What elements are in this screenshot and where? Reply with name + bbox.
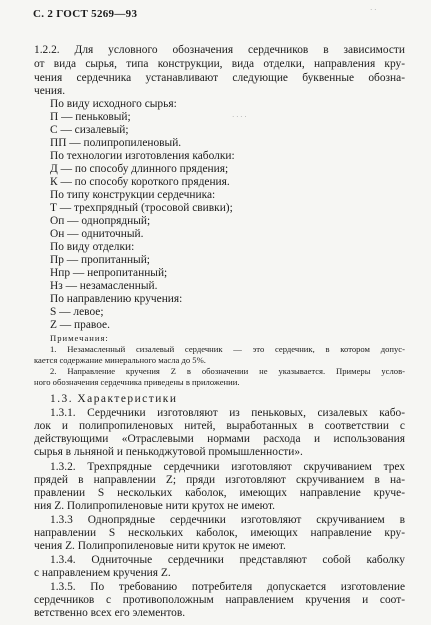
note-2-line-2: ного обозначения сердечника приведены в приложении.	[34, 377, 240, 387]
code-Npr: Нпр — непропитанный;	[50, 267, 168, 279]
code-PP: ПП — полипропиленовый.	[50, 137, 182, 149]
p133-line-1: 1.3.3 Однопрядные сердечники изготовляют скручиванием в	[50, 514, 405, 526]
code-T: Т — трехпрядный (тросовой свивки);	[50, 202, 233, 214]
group-finish: По виду отделки:	[50, 241, 135, 253]
p131-line-3: действующими «Отраслевыми нормами расхода и использования	[34, 433, 405, 445]
code-Pr: Пр — пропитанный;	[50, 254, 150, 266]
notes-title: Примечания:	[50, 333, 109, 343]
code-Nz: Нз — незамасленный.	[50, 280, 158, 292]
p134-line-1: 1.3.4. Одниточные сердечники представляют собой каболку	[50, 554, 405, 566]
clause-1-2-2-line-3: чения сердечника устанавливают следующие буквенные обозна-	[34, 72, 405, 84]
code-K: К — по способу короткого прядения.	[50, 176, 230, 188]
code-Op: Оп — однопрядный;	[50, 215, 151, 227]
p132-line-1: 1.3.2. Трехпрядные сердечники изготовляют скручиванием трех	[50, 461, 405, 473]
p132-line-4: ния Z. Полипропиленовые нити крутох не имеют.	[34, 500, 275, 512]
group-twist-direction: По направлению кручения:	[50, 293, 183, 305]
code-D: Д — по способу длинного прядения;	[50, 163, 229, 175]
p131-line-1: 1.3.1. Сердечники изготовляют из пеньковых, сизалевых кабо-	[50, 407, 405, 419]
p132-line-2: прядей в направлении Z; пряди изготовляют скручиванием в на-	[34, 474, 405, 486]
clause-1-2-2-line-1: 1.2.2. Для условного обозначения сердечников в зависимости	[34, 44, 405, 56]
group-technology: По технологии изготовления каболки:	[50, 150, 235, 162]
p135-line-1: 1.3.5. По требованию потребителя допускается изготовление	[50, 581, 405, 593]
note-2-line-1: 2. Направление кручения Z в обозначении не указывается. Примеры услов-	[50, 366, 405, 376]
clause-1-2-2-line-2: от вида сырья, типа конструкции, вида отделки, направления кру-	[34, 58, 405, 70]
note-1-line-1: 1. Незамасленный сизалевый сердечник — это сердечник, в котором допус-	[50, 344, 405, 354]
clause-1-2-2-line-4: чения.	[34, 85, 66, 97]
p135-line-3: ветственно всех его элементов.	[34, 607, 186, 619]
scan-speck: · · · ·	[232, 113, 247, 121]
code-On: Он — одниточный.	[50, 228, 144, 240]
p134-line-2: с направлением кручения Z.	[34, 567, 171, 579]
p131-line-2: лок и полипропиленовых нитей, выработанных в соответствии с	[34, 420, 405, 432]
group-construction: По типу конструкции сердечника:	[50, 189, 216, 201]
section-title: 1.3. Характеристики	[50, 393, 178, 405]
p133-line-3: чения Z. Полипропиленовые нити круток не имеют.	[34, 540, 286, 552]
p132-line-3: правлении S нескольких каболок, имеющих направление круче-	[34, 487, 405, 499]
code-S: С — сизалевый;	[50, 124, 129, 136]
p133-line-2: направлении S нескольких каболок, имеющих направление кру-	[34, 527, 405, 539]
p135-line-2: сердечников с противоположным направлением кручения и соот-	[34, 594, 405, 606]
page-header: С. 2 ГОСТ 5269—93	[33, 8, 138, 20]
code-P: П — пеньковый;	[50, 111, 131, 123]
code-S-left: S — левое;	[50, 306, 104, 318]
group-raw-material: По виду исходного сырья:	[50, 98, 177, 110]
scan-speck: · ·	[370, 6, 377, 14]
code-Z-right: Z — правое.	[50, 319, 110, 331]
p131-line-4: сырья в льняной и пенькоджутовой промышленности».	[34, 446, 303, 458]
note-1-line-2: кается содержание минерального масла до 5%.	[34, 355, 206, 365]
